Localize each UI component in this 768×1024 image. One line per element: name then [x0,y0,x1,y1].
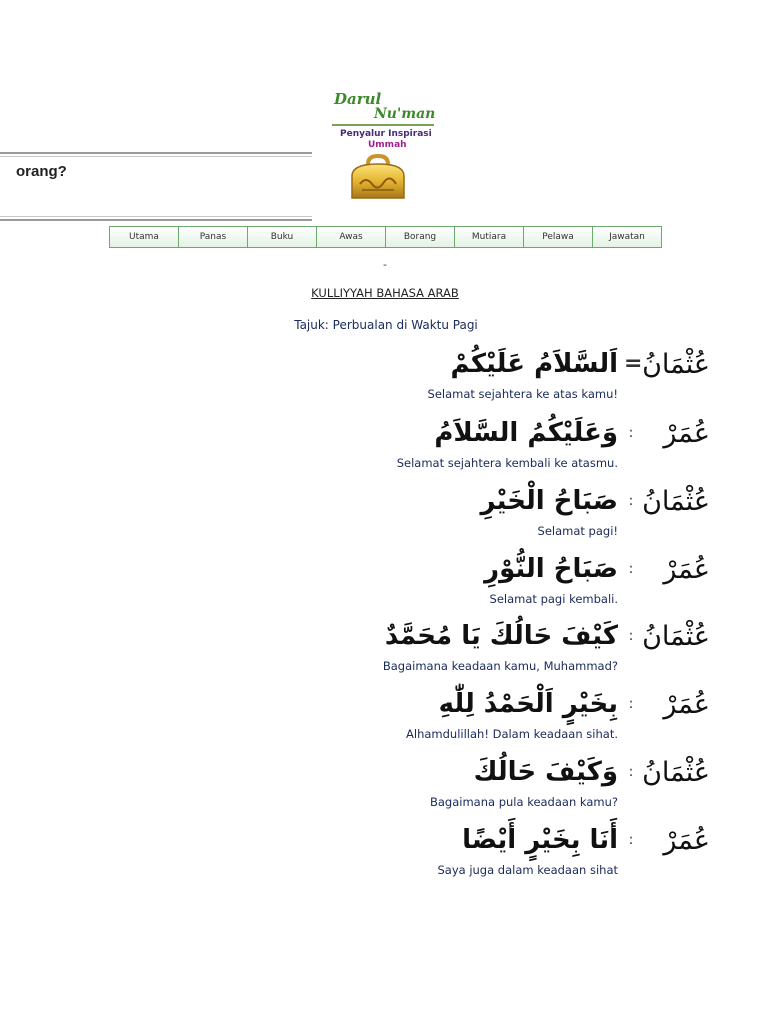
speaker-name: عُمَرْ [663,689,710,720]
dialogue-row [0,346,768,414]
speaker-separator: : [628,764,634,780]
arabic-phrase: صَبَاحُ الْخَيْرِ [480,486,618,516]
arabic-phrase: بِخَيْرٍ اَلْحَمْدُ لِلّٰهِ [438,689,618,719]
speaker-name: عُمَرْ [663,825,710,856]
logo-tagline: Penyalur Inspirasi [340,129,432,139]
arabic-phrase: كَيْفَ حَالُكَ يَا مُحَمَّدٌ [384,621,618,651]
speaker-separator: : [628,561,634,577]
speaker-separator: = [624,351,643,376]
banner-rule-top [0,152,312,154]
dialogue-row [0,415,768,483]
header-banner [0,152,312,222]
speaker-name: عُثْمَانُ [642,621,710,652]
logo-rule [332,124,434,126]
arabic-phrase: صَبَاحُ النُّوْرِ [484,554,618,584]
speaker-separator: : [628,628,634,644]
speaker-name: عُثْمَانُ [642,757,710,788]
speaker-name: عُثْمَانُ [642,349,710,380]
malay-translation: Selamat pagi! [537,524,618,538]
nav-mutiara[interactable]: Mutiara [455,227,524,247]
malay-translation: Bagaimana pula keadaan kamu? [429,795,618,809]
speaker-separator: : [628,493,634,509]
speaker-separator: : [628,696,634,712]
speaker-name: عُمَرْ [663,554,710,585]
darul-numan-logo[interactable] [330,90,440,205]
arabic-phrase: وَكَيْفَ حَالُكَ [473,757,618,787]
banner-rule-bottom-thin [0,216,312,217]
golden-emblem-icon [346,152,410,202]
malay-translation: Saya juga dalam keadaan sihat [437,863,618,877]
nav-panas[interactable]: Panas [179,227,248,247]
speaker-name: عُثْمَانُ [642,486,710,517]
speaker-separator: : [628,425,634,441]
banner-rule-bottom [0,219,312,221]
dialogue-row [0,822,768,890]
separator-dash: - [383,258,387,271]
nav-pelawa[interactable]: Pelawa [524,227,593,247]
speaker-name: عُمَرْ [663,418,710,449]
arabic-phrase: وَعَلَيْكُمُ السَّلاَمُ [434,418,618,448]
page-subtitle: Tajuk: Perbualan di Waktu Pagi [294,318,478,332]
dialogue-row [0,618,768,686]
logo-brand-line2: Nu'man [374,106,436,122]
malay-translation: Selamat pagi kembali. [489,592,618,606]
dialogue-row [0,483,768,551]
banner-rule-top-thin [0,156,312,157]
nav-buku[interactable]: Buku [248,227,317,247]
malay-translation: Selamat sejahtera ke atas kamu! [427,387,618,401]
arabic-phrase: أَنَا بِخَيْرٍ أَيْضًا [462,825,618,855]
logo-tagline-ummah: Ummah [368,140,407,150]
malay-translation: Bagaimana keadaan kamu, Muhammad? [382,659,618,673]
malay-translation: Selamat sejahtera kembali ke atasmu. [396,456,618,470]
arabic-phrase: اَلسَّلاَمُ عَلَيْكُمْ [450,349,618,379]
dialogue-row [0,686,768,754]
nav-awas[interactable]: Awas [317,227,386,247]
nav-utama[interactable]: Utama [110,227,179,247]
logo-brand-line1: Darul [334,90,382,108]
dialogue-row [0,754,768,822]
banner-question: orang? [16,163,67,180]
dialogue-row [0,551,768,619]
main-nav [109,226,662,248]
malay-translation: Alhamdulillah! Dalam keadaan sihat. [406,727,618,741]
speaker-separator: : [628,832,634,848]
nav-borang[interactable]: Borang [386,227,455,247]
page-title: KULLIYYAH BAHASA ARAB [311,286,459,300]
nav-jawatan[interactable]: Jawatan [593,227,661,247]
